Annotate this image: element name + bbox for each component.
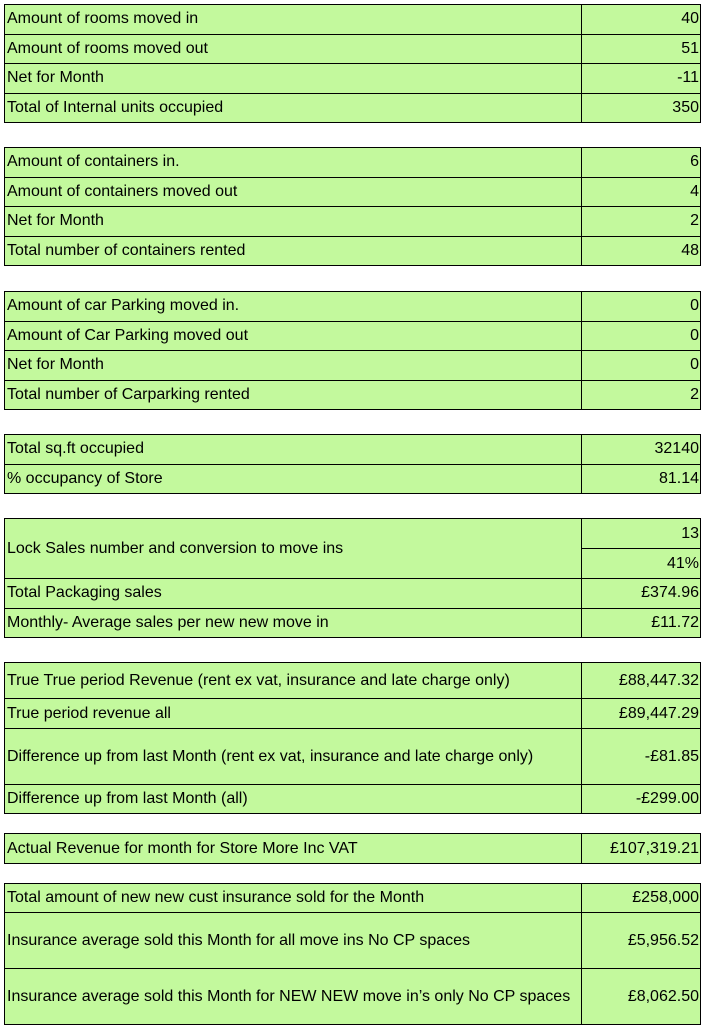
table-row <box>5 913 701 969</box>
row-label: True True period Revenue (rent ex vat, insurance and late charge only) <box>5 663 582 699</box>
row-value: 32140 <box>582 435 701 465</box>
row-value: £88,447.32 <box>582 663 701 699</box>
row-label: Net for Month <box>5 64 582 94</box>
row-value: 0 <box>582 292 701 322</box>
row-value: 2 <box>582 380 701 410</box>
table-row <box>5 321 701 351</box>
row-value: 2 <box>582 207 701 237</box>
row-value: -11 <box>582 64 701 94</box>
row-label: Amount of rooms moved in <box>5 5 582 35</box>
table-row <box>5 148 701 178</box>
table-row <box>5 608 701 638</box>
table-row <box>5 236 701 266</box>
row-value: 81.14 <box>582 464 701 494</box>
table-row <box>5 969 701 1025</box>
row-label: Monthly- Average sales per new new move in <box>5 608 582 638</box>
row-label: Net for Month <box>5 207 582 237</box>
table-row <box>5 207 701 237</box>
row-value: 51 <box>582 34 701 64</box>
row-label: Amount of rooms moved out <box>5 34 582 64</box>
table-row <box>5 64 701 94</box>
row-label: % occupancy of Store <box>5 464 582 494</box>
row-value: 0 <box>582 351 701 381</box>
row-value: £5,956.52 <box>582 913 701 969</box>
row-label: Insurance average sold this Month for NEW NEW move in’s only No CP spaces <box>5 969 582 1025</box>
table-row <box>5 785 701 814</box>
row-label: Total of Internal units occupied <box>5 93 582 123</box>
row-value: 6 <box>582 148 701 178</box>
table-row <box>5 663 701 699</box>
row-label: Amount of containers in. <box>5 148 582 178</box>
row-value: £8,062.50 <box>582 969 701 1025</box>
table-row <box>5 34 701 64</box>
row-value: 48 <box>582 236 701 266</box>
lock-sales-conversion: 41% <box>582 549 701 579</box>
row-value: £107,319.21 <box>582 834 701 864</box>
row-label: Total number of containers rented <box>5 236 582 266</box>
row-label: Difference up from last Month (rent ex vat, insurance and late charge only) <box>5 729 582 785</box>
actual-revenue-table <box>4 833 701 864</box>
table-row <box>5 435 701 465</box>
row-label: Net for Month <box>5 351 582 381</box>
table-row <box>5 519 701 549</box>
sales-table <box>4 518 701 638</box>
row-value: 40 <box>582 5 701 35</box>
row-value: £374.96 <box>582 579 701 609</box>
row-label: Total sq.ft occupied <box>5 435 582 465</box>
row-label: Amount of containers moved out <box>5 177 582 207</box>
table-row <box>5 834 701 864</box>
table-row <box>5 579 701 609</box>
row-value: 350 <box>582 93 701 123</box>
table-row <box>5 729 701 785</box>
row-label: Amount of car Parking moved in. <box>5 292 582 322</box>
containers-table <box>4 147 701 266</box>
row-label: True period revenue all <box>5 699 582 729</box>
table-row <box>5 292 701 322</box>
row-label: Total Packaging sales <box>5 579 582 609</box>
row-label: Insurance average sold this Month for all move ins No CP spaces <box>5 913 582 969</box>
table-row <box>5 5 701 35</box>
table-row <box>5 93 701 123</box>
lock-sales-label: Lock Sales number and conversion to move ins <box>5 519 582 579</box>
rooms-table <box>4 4 701 123</box>
revenue-table <box>4 662 701 814</box>
row-label: Amount of Car Parking moved out <box>5 321 582 351</box>
insurance-table <box>4 883 701 1025</box>
table-row <box>5 884 701 913</box>
table-row <box>5 177 701 207</box>
row-value: 4 <box>582 177 701 207</box>
table-row <box>5 380 701 410</box>
row-value: -£81.85 <box>582 729 701 785</box>
table-row <box>5 351 701 381</box>
row-label: Actual Revenue for month for Store More Inc VAT <box>5 834 582 864</box>
row-label: Total amount of new new cust insurance sold for the Month <box>5 884 582 913</box>
row-value: 0 <box>582 321 701 351</box>
occupancy-table <box>4 434 701 494</box>
table-row <box>5 464 701 494</box>
row-label: Difference up from last Month (all) <box>5 785 582 814</box>
row-label: Total number of Carparking rented <box>5 380 582 410</box>
row-value: £11.72 <box>582 608 701 638</box>
row-value: £258,000 <box>582 884 701 913</box>
row-value: £89,447.29 <box>582 699 701 729</box>
row-value: -£299.00 <box>582 785 701 814</box>
table-row <box>5 699 701 729</box>
lock-sales-number: 13 <box>582 519 701 549</box>
car-parking-table <box>4 291 701 410</box>
